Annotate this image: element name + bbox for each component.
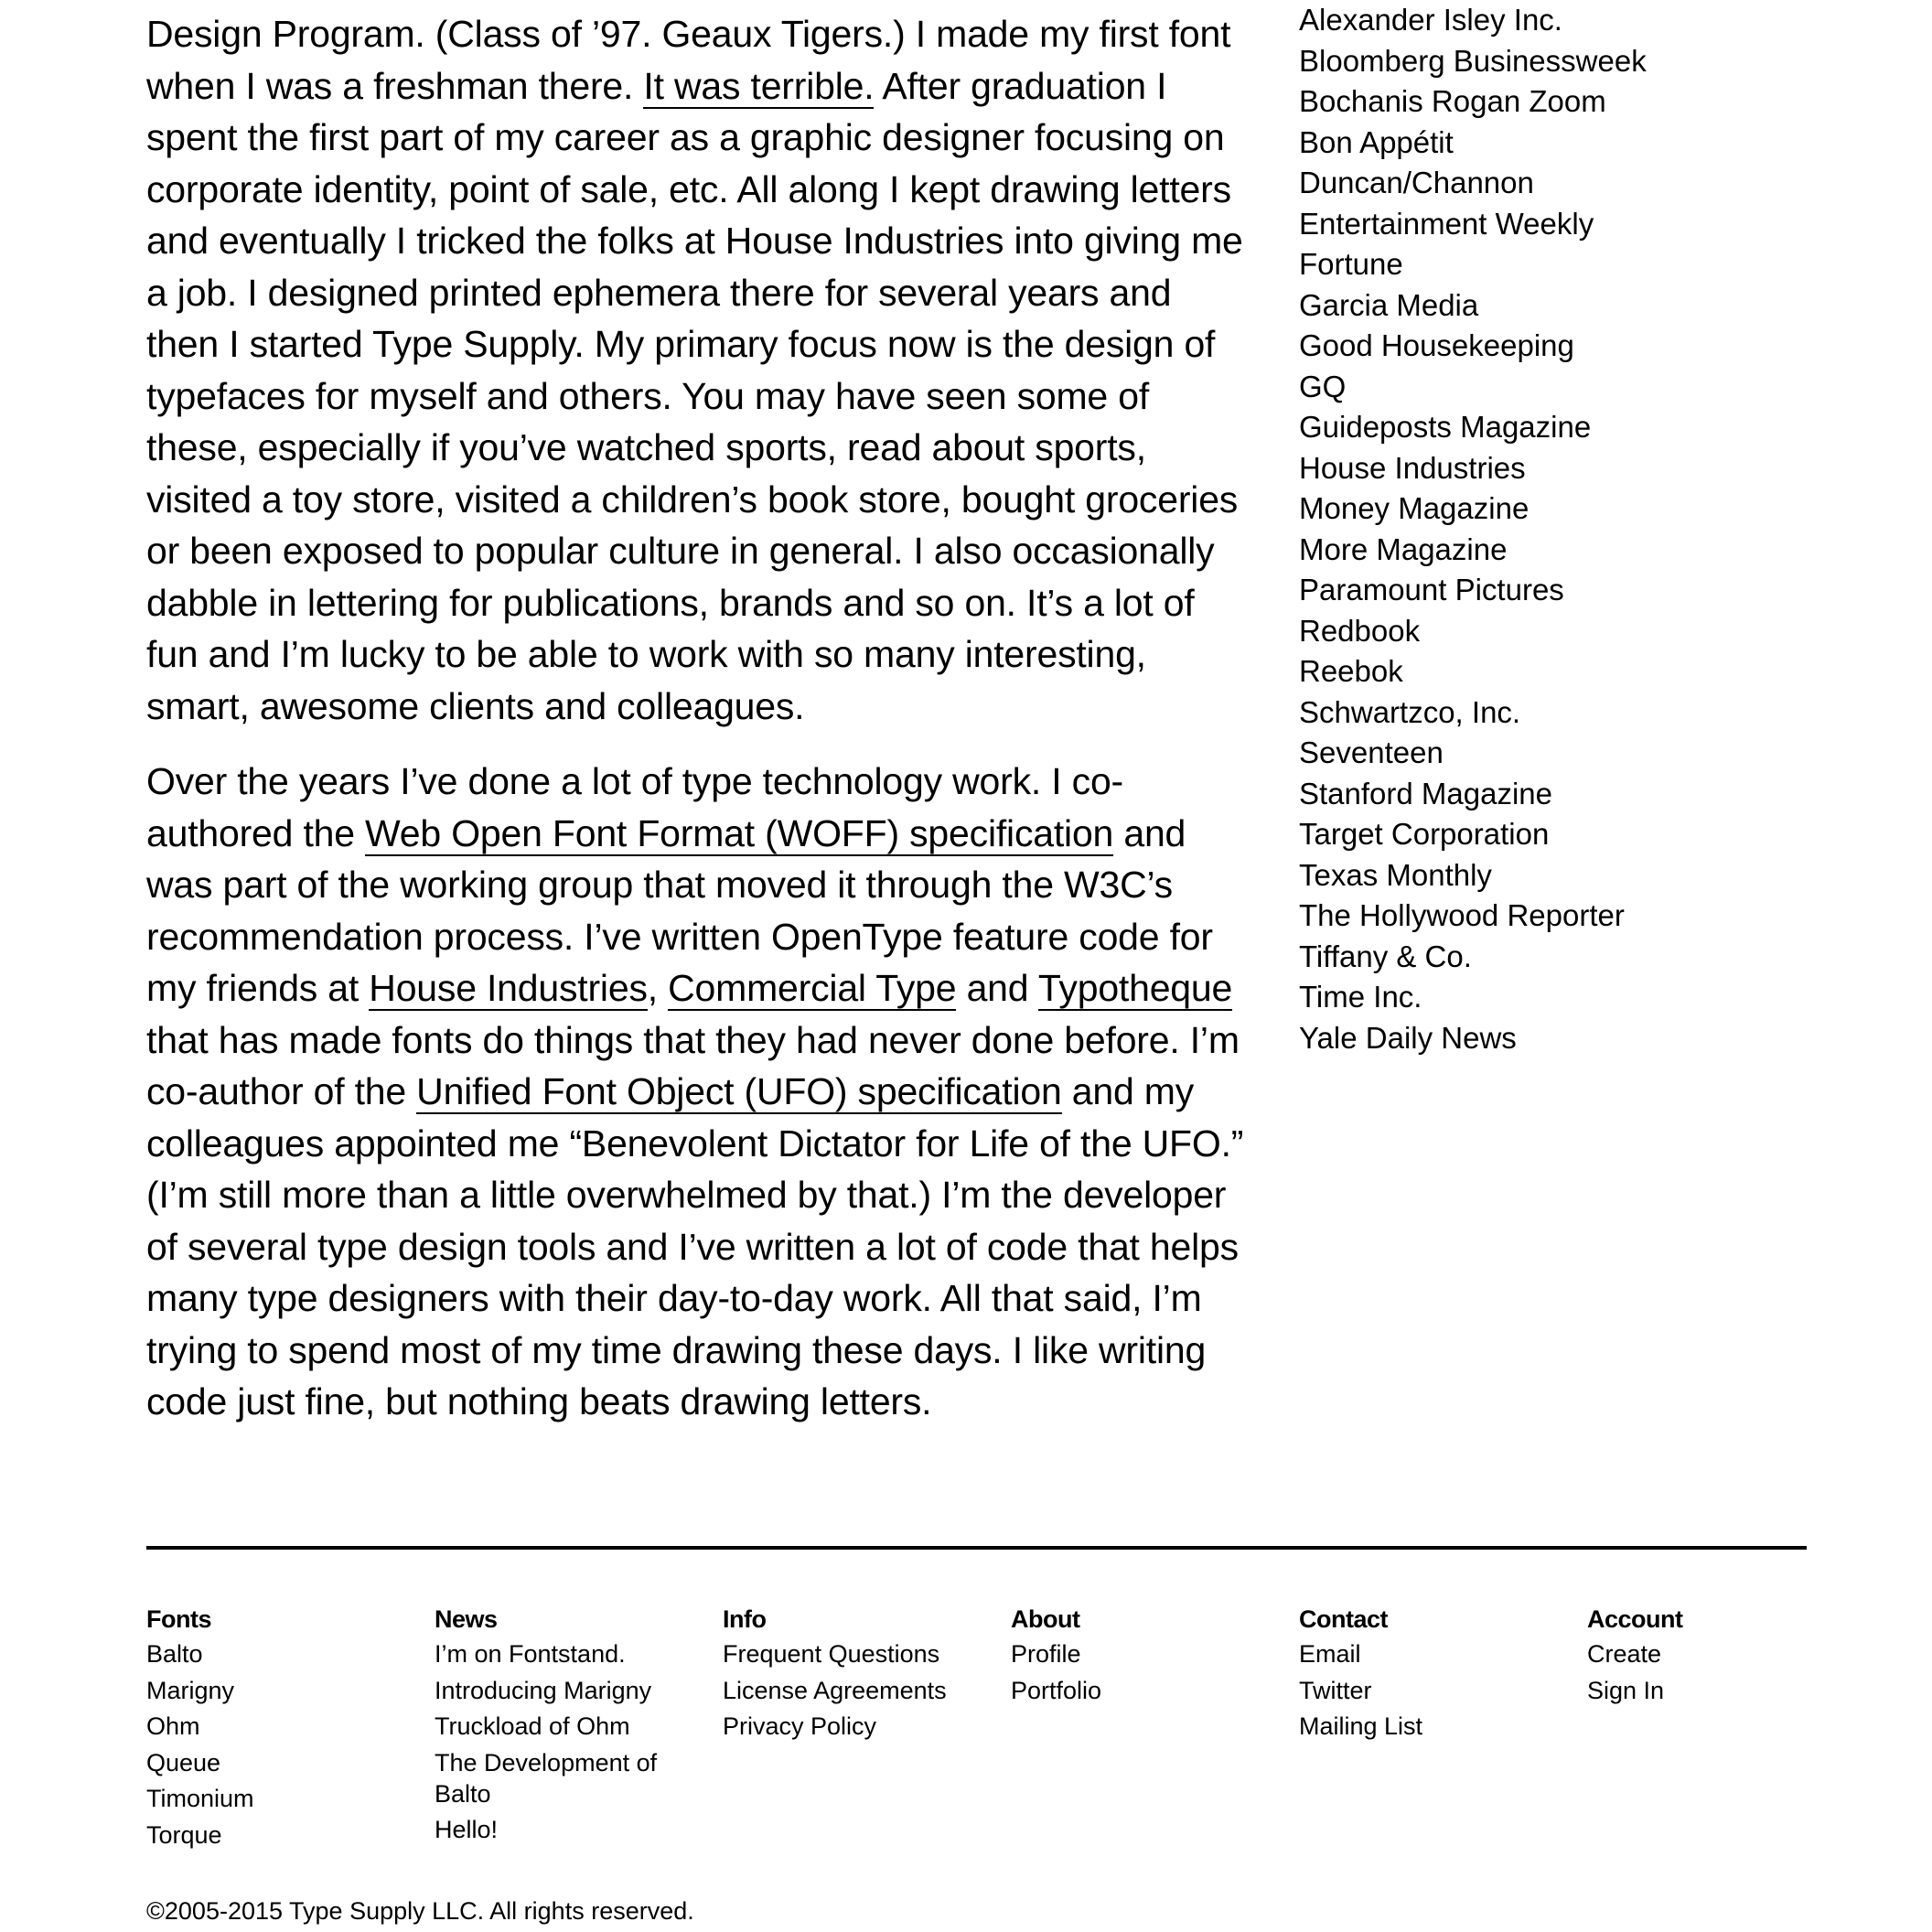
client-item: Fortune	[1299, 247, 1403, 281]
client-item: Money Magazine	[1299, 491, 1530, 525]
footer-column-news	[435, 1603, 677, 1851]
bio-text: Design Program. (Class of ’97. Geaux Tigers.) I made my first font when I was a freshman there.	[146, 13, 1231, 107]
footer-link-portfolio[interactable]: Portfolio	[1011, 1676, 1102, 1704]
link-house-industries[interactable]: House Industries	[369, 967, 648, 1009]
footer-link-create-account[interactable]: Create	[1587, 1640, 1662, 1668]
footer-divider	[146, 1546, 1807, 1550]
client-item: Good Housekeeping	[1299, 328, 1574, 362]
footer-link-privacy-policy[interactable]: Privacy Policy	[723, 1712, 877, 1740]
client-item: Seventeen	[1299, 735, 1444, 769]
bio-text: Over the years I’ve done a lot of type technology work. I co-authored the	[146, 760, 1124, 854]
footer-link-license-agreements[interactable]: License Agreements	[723, 1676, 947, 1704]
footer-column-info	[723, 1603, 988, 1747]
client-item: Tiffany & Co.	[1299, 939, 1472, 973]
footer-heading-fonts: Fonts	[146, 1605, 211, 1633]
client-item: Alexander Isley Inc.	[1299, 3, 1562, 37]
bio-section	[146, 0, 1244, 1428]
link-woff-spec[interactable]: Web Open Font Format (WOFF) specification	[365, 811, 1114, 854]
footer-link-queue[interactable]: Queue	[146, 1748, 221, 1776]
client-item: Reebok	[1299, 654, 1403, 688]
footer-heading-contact: Contact	[1299, 1605, 1388, 1633]
footer-link-development-of-balto[interactable]: The Development of Balto	[435, 1748, 658, 1808]
footer-link-twitter[interactable]: Twitter	[1299, 1676, 1372, 1704]
client-item: Bloomberg Businessweek	[1299, 43, 1647, 78]
footer-heading-about: About	[1011, 1605, 1080, 1633]
client-item: Bochanis Rogan Zoom	[1299, 84, 1606, 118]
bio-text: that has made fonts do things that they had never done before. I’m co-author of the	[146, 1018, 1240, 1112]
footer-column-fonts	[146, 1603, 412, 1855]
footer-heading-account: Account	[1587, 1605, 1683, 1633]
bio-text: and	[956, 967, 1038, 1009]
client-item: Duncan/Channon	[1299, 166, 1534, 199]
footer-link-frequent-questions[interactable]: Frequent Questions	[723, 1640, 940, 1668]
footer-link-mailing-list[interactable]: Mailing List	[1299, 1712, 1423, 1740]
client-item: Bon Appétit	[1299, 124, 1454, 159]
footer-link-email[interactable]: Email	[1299, 1640, 1361, 1668]
client-item: Stanford Magazine	[1299, 776, 1553, 810]
footer-heading-news: News	[435, 1605, 498, 1633]
footer-link-fontstand[interactable]: I’m on Fontstand.	[435, 1640, 626, 1668]
bio-text: After graduation I spent the first part of my career as a graphic designer focusing on corporate identity, point of sale, etc. All along I kept drawing letters and eventually I tricked the folks at House Industries into giving me a job. I designed printed ephemera there for several years and then I started Type Supply. My primary focus now is the design of typefaces for myself and others. You may have seen some of these, especially if you’ve watched sports, read about sports, visited a toy store, visited a children’s book store, bought groceries or been exposed to popular culture in general. I also occasionally dabble in lettering for publications, brands and so on. It’s a lot of fun and I’m lucky to be able to work with so many interesting, smart, awesome clients and colleagues.	[146, 64, 1243, 727]
client-item: The Hollywood Reporter	[1299, 898, 1625, 932]
footer-link-truckload-of-ohm[interactable]: Truckload of Ohm	[435, 1712, 630, 1740]
client-item: Texas Monthly	[1299, 857, 1492, 892]
link-commercial-type[interactable]: Commercial Type	[668, 967, 957, 1009]
footer-column-account	[1587, 1603, 1852, 1711]
link-ufo-spec[interactable]: Unified Font Object (UFO) specification	[416, 1070, 1062, 1112]
link-typotheque[interactable]: Typotheque	[1037, 967, 1233, 1009]
footer-link-marigny[interactable]: Marigny	[146, 1676, 235, 1704]
footer-link-introducing-marigny[interactable]: Introducing Marigny	[435, 1676, 652, 1704]
bio-text: and my colleagues appointed me “Benevolent Dictator for Life of the UFO.” (I’m still more than a little overwhelmed by that.) I’m the developer of several type design tools and I’ve written a lot of code that helps many type designers with their day-to-day work. All that said, I’m trying to spend most of my time drawing these days. I like writing code just fine, but nothing beats drawing letters.	[146, 1070, 1244, 1422]
bio-text: and was part of the working group that moved it through the W3C’s recommendation process. I’ve written OpenType feature code for my friends at	[146, 811, 1213, 1009]
footer-link-balto[interactable]: Balto	[146, 1640, 203, 1668]
client-item: Paramount Pictures	[1299, 573, 1564, 606]
footer-link-timonium[interactable]: Timonium	[146, 1785, 254, 1812]
link-it-was-terrible[interactable]: It was terrible.	[643, 64, 875, 107]
footer-link-hello[interactable]: Hello!	[435, 1816, 499, 1843]
client-item: Target Corporation	[1299, 817, 1550, 851]
bio-paragraph-2	[146, 756, 1244, 1428]
client-item: GQ	[1299, 369, 1347, 403]
client-item: Guideposts Magazine	[1299, 410, 1592, 444]
client-item: Garcia Media	[1299, 287, 1479, 322]
client-item: More Magazine	[1299, 531, 1508, 566]
footer-heading-info: Info	[723, 1605, 767, 1633]
copyright-notice: ©2005-2015 Type Supply LLC. All rights reserved.	[146, 1897, 694, 1925]
bio-paragraph-1	[146, 8, 1244, 732]
footer-column-about	[1011, 1603, 1276, 1711]
footer-link-torque[interactable]: Torque	[146, 1820, 222, 1849]
footer-column-contact	[1299, 1603, 1564, 1747]
footer-link-profile[interactable]: Profile	[1011, 1640, 1081, 1668]
footer-link-sign-in[interactable]: Sign In	[1587, 1676, 1665, 1704]
client-item: Schwartzco, Inc.	[1299, 694, 1521, 729]
client-item: House Industries	[1299, 450, 1526, 485]
client-list	[1299, 0, 1848, 1058]
bio-text: ,	[647, 967, 669, 1009]
client-item: Entertainment Weekly	[1299, 206, 1594, 241]
client-item: Yale Daily News	[1299, 1020, 1517, 1055]
footer-link-ohm[interactable]: Ohm	[146, 1712, 200, 1740]
client-item: Time Inc.	[1299, 980, 1422, 1014]
client-item: Redbook	[1299, 613, 1421, 648]
